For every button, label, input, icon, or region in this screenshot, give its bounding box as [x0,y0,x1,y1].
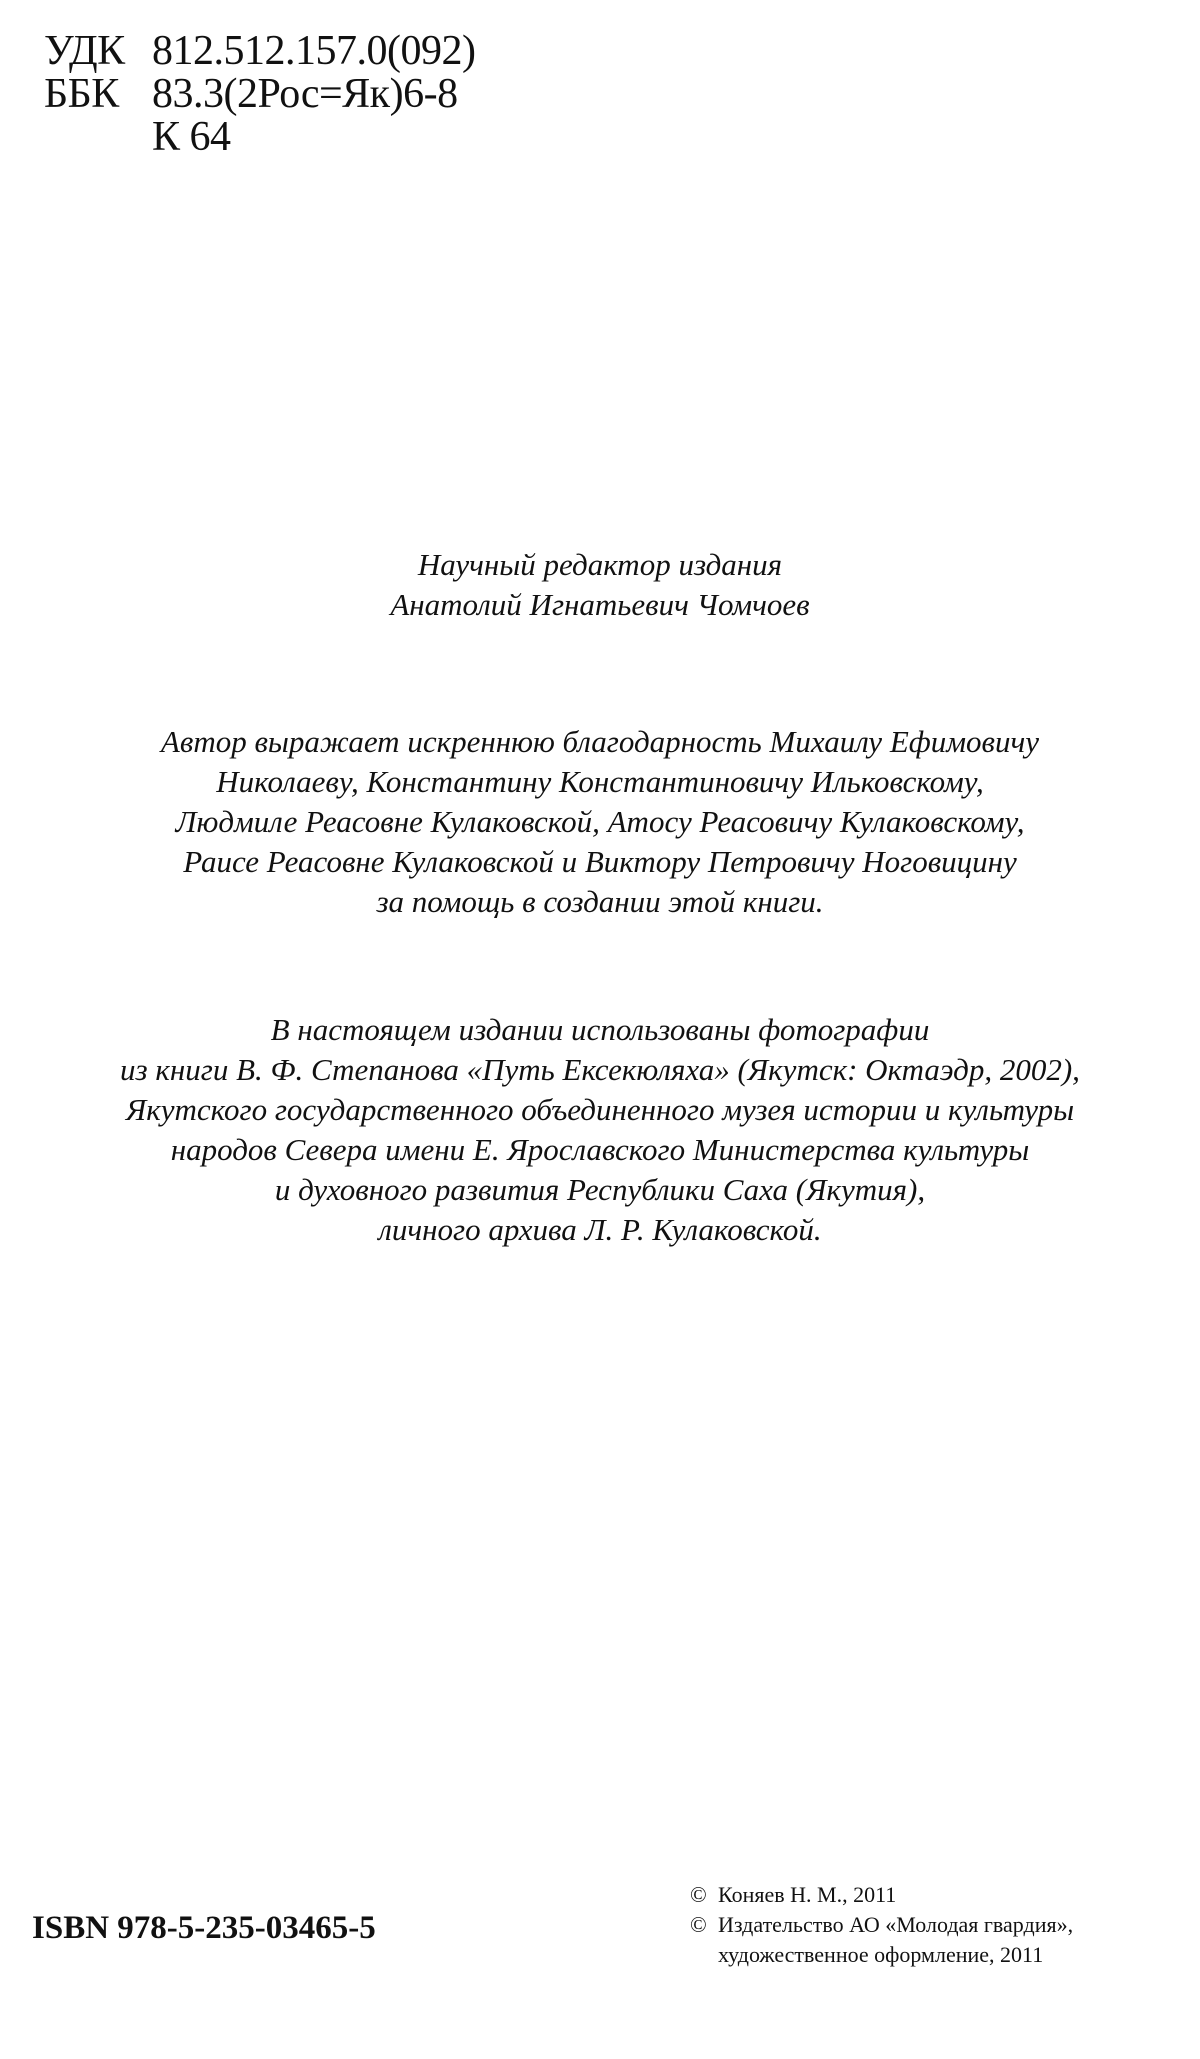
copyright-author: Коняев Н. М., 2011 [718,1882,897,1907]
bbk-value: 83.3(2Рос=Як)6-8 [152,70,458,117]
copyright-publisher-row [690,1910,1073,1940]
photo-credits-line: Якутского государственного объединенного музея истории и культуры [125,1092,1075,1127]
copyright-design: художественное оформление, 2011 [718,1942,1044,1967]
editor-title: Научный редактор издания [417,547,783,582]
acknowledgement-block [0,722,1200,922]
editor-name: Анатолий Игнатьевич Чомчоев [390,587,810,622]
photo-credits-line: и духовного развития Республики Саха (Якутия), [274,1172,926,1207]
photo-credits-line: народов Севера имени Е. Ярославского Министерства культуры [170,1132,1030,1167]
photo-credits-line: личного архива Л. Р. Кулаковской. [378,1212,822,1247]
bbk-row [44,70,475,117]
copyright-author-row [690,1880,1073,1910]
udk-value: 812.512.157.0(092) [152,28,476,74]
acknowledgement-line: Николаеву, Константину Константиновичу Ильковскому, [216,764,984,799]
photo-credits-line: В настоящем издании использованы фотографии [270,1012,930,1047]
isbn: ISBN 978-5-235-03465-5 [32,1910,376,1946]
acknowledgement-line: Раисе Реасовне Кулаковской и Виктору Петровичу Ноговицину [183,844,1017,879]
acknowledgement-line: Людмиле Реасовне Кулаковской, Атосу Реасовичу Кулаковскому, [175,804,1025,839]
copyright-design-row [690,1940,1073,1970]
bbk-label: ББК [44,70,119,117]
copyright-block [690,1880,1073,1970]
acknowledgement-line: за помощь в создании этой книги. [376,884,824,919]
copyright-symbol: © [690,1912,707,1937]
photo-credits-block [0,1010,1200,1250]
copyright-publisher: Издательство АО «Молодая гвардия», [718,1912,1074,1937]
author-sign: К 64 [152,113,231,160]
author-sign-row [44,113,475,160]
scientific-editor-block [0,545,1200,625]
udk-label: УДК [44,28,125,74]
acknowledgement-line: Автор выражает искреннюю благодарность Михаилу Ефимовичу [160,724,1040,759]
udk-row [44,30,475,73]
classification-block [44,30,475,158]
copyright-symbol: © [690,1882,707,1907]
photo-credits-line: из книги В. Ф. Степанова «Путь Ексекюляха» (Якутск: Октаэдр, 2002), [120,1052,1080,1087]
